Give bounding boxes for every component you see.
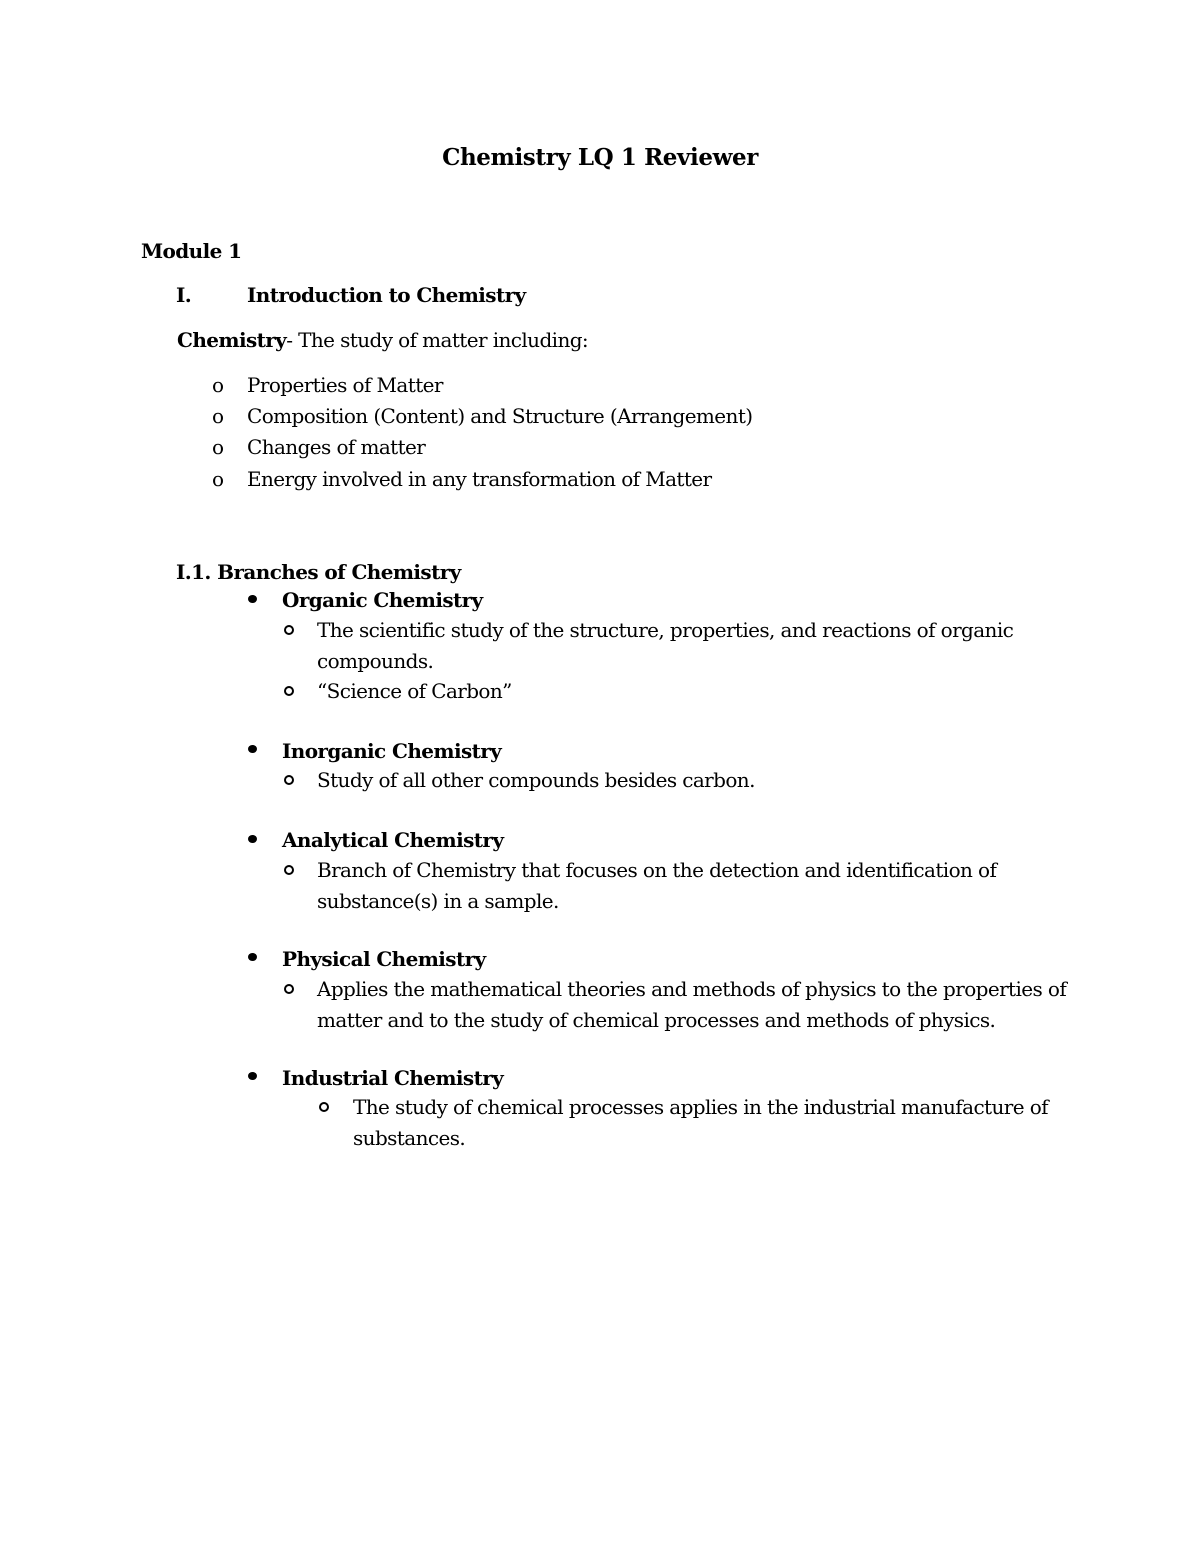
list-marker-o: o (212, 404, 225, 428)
bullet-circle-icon (284, 775, 294, 785)
branch-name: Industrial Chemistry (282, 1066, 504, 1090)
branch-description-continued: matter and to the study of chemical processes and methods of physics. (317, 1008, 996, 1032)
branch-description: “Science of Carbon” (317, 679, 512, 703)
branch-description: The study of chemical processes applies in the industrial manufacture of (353, 1095, 1048, 1119)
branch-description-continued: compounds. (317, 649, 434, 673)
branch-name: Organic Chemistry (282, 588, 483, 612)
bullet-circle-icon (284, 686, 294, 696)
branch-name: Inorganic Chemistry (282, 739, 502, 763)
chemistry-definition (177, 328, 588, 352)
branches-heading: I.1. Branches of Chemistry (176, 560, 461, 584)
module-heading: Module 1 (141, 239, 242, 263)
section-numeral: I. (176, 283, 192, 307)
bullet-disc-icon (248, 953, 257, 961)
list-item: Changes of matter (247, 435, 426, 459)
bullet-circle-icon (284, 625, 294, 635)
branch-description: The scientific study of the structure, properties, and reactions of organic (317, 618, 1014, 642)
branch-description: Branch of Chemistry that focuses on the detection and identification of (317, 858, 997, 882)
bullet-disc-icon (248, 835, 257, 843)
branch-name: Analytical Chemistry (282, 828, 504, 852)
definition-term: Chemistry (177, 328, 287, 352)
list-item: Composition (Content) and Structure (Arrangement) (247, 404, 753, 428)
list-marker-o: o (212, 467, 225, 491)
bullet-circle-icon (319, 1102, 329, 1112)
branch-name: Physical Chemistry (282, 947, 486, 971)
list-marker-o: o (212, 373, 225, 397)
branch-description-continued: substances. (353, 1126, 466, 1150)
bullet-disc-icon (248, 1072, 257, 1080)
definition-text: - The study of matter including: (286, 328, 589, 352)
document-title: Chemistry LQ 1 Reviewer (442, 144, 758, 171)
section-heading: Introduction to Chemistry (247, 283, 526, 307)
branch-description: Study of all other compounds besides carbon. (317, 768, 755, 792)
list-item: Properties of Matter (247, 373, 443, 397)
list-item: Energy involved in any transformation of Matter (247, 467, 712, 491)
branch-description-continued: substance(s) in a sample. (317, 889, 559, 913)
branch-description: Applies the mathematical theories and methods of physics to the properties of (317, 977, 1067, 1001)
bullet-circle-icon (284, 984, 294, 994)
bullet-circle-icon (284, 865, 294, 875)
list-marker-o: o (212, 435, 225, 459)
bullet-disc-icon (248, 745, 257, 753)
bullet-disc-icon (248, 595, 257, 603)
